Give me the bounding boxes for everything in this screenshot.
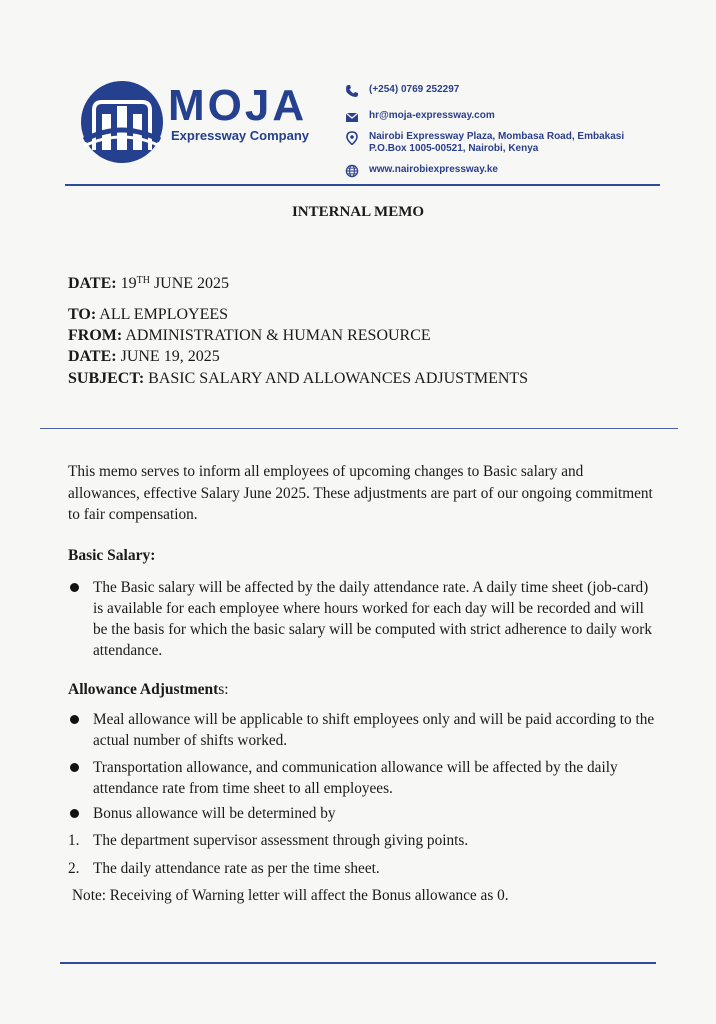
header-divider bbox=[65, 184, 660, 186]
subject-label: SUBJECT: bbox=[68, 370, 145, 387]
bullet-dot bbox=[70, 583, 79, 592]
date2-label: DATE: bbox=[68, 348, 117, 365]
address-line-1: Nairobi Expressway Plaza, Mombasa Road, Embakasi bbox=[369, 131, 625, 142]
intro-paragraph: This memo serves to inform all employees of upcoming changes to Basic salary and allowances, effective Salary June 2025. These adjustments are part of our ongoing commitment to fair compensation. bbox=[68, 463, 653, 523]
memo-to-line bbox=[68, 305, 228, 325]
allowance-bullet-bonus bbox=[68, 803, 658, 824]
allowance-bullet-transport bbox=[68, 757, 658, 799]
date-day-suffix: TH bbox=[136, 275, 150, 286]
allowance-heading-rest: s: bbox=[218, 681, 229, 698]
memo-date2-line bbox=[68, 347, 220, 367]
phone-icon bbox=[345, 84, 359, 98]
memo-date-line bbox=[68, 274, 229, 294]
to-value: ALL EMPLOYEES bbox=[99, 306, 229, 323]
basic-salary-bullet bbox=[68, 577, 658, 661]
moja-logo-icon bbox=[80, 80, 164, 164]
brand-subtitle: Expressway Company bbox=[171, 128, 310, 143]
website-row bbox=[345, 164, 498, 178]
allowance-bullet-text: Bonus allowance will be determined by bbox=[93, 805, 336, 822]
memo-title: INTERNAL MEMO bbox=[291, 204, 425, 220]
email-icon bbox=[345, 110, 359, 124]
brand-name: MOJA bbox=[168, 81, 308, 130]
numbered-item-1 bbox=[68, 830, 658, 851]
address-line-2: P.O.Box 1005-00521, Nairobi, Kenya bbox=[369, 143, 539, 154]
allowance-bullet-text: Meal allowance will be applicable to shift employees only and will be paid according to the actual number of shifts worked. bbox=[93, 711, 655, 749]
numbered-item-text: The department supervisor assessment through giving points. bbox=[93, 832, 469, 849]
date-rest: JUNE 2025 bbox=[153, 275, 230, 292]
numbered-item-number: 2. bbox=[68, 860, 80, 877]
email-row bbox=[345, 110, 495, 124]
memo-subject-line bbox=[68, 369, 528, 389]
memo-divider bbox=[40, 428, 678, 429]
allowance-bullet-meal bbox=[68, 709, 658, 751]
bullet-dot bbox=[70, 763, 79, 772]
location-pin-icon bbox=[345, 131, 359, 145]
bullet-dot bbox=[70, 809, 79, 818]
numbered-item-number: 1. bbox=[68, 832, 80, 849]
date2-value: JUNE 19, 2025 bbox=[120, 348, 220, 365]
allowance-bullet-text: Transportation allowance, and communication allowance will be affected by the daily attendance rate from time sheet to all employees. bbox=[93, 759, 618, 797]
email-text: hr@moja-expressway.com bbox=[369, 110, 495, 121]
subject-value: BASIC SALARY AND ALLOWANCES ADJUSTMENTS bbox=[148, 370, 529, 387]
date-day: 19 bbox=[120, 275, 137, 292]
memo-from-line bbox=[68, 326, 431, 346]
globe-icon bbox=[345, 164, 359, 178]
allowance-heading-bold: Allowance Adjustment bbox=[68, 681, 219, 698]
address-row bbox=[345, 131, 624, 155]
footer-divider bbox=[60, 962, 656, 964]
numbered-item-2 bbox=[68, 858, 658, 879]
from-value: ADMINISTRATION & HUMAN RESOURCE bbox=[125, 327, 431, 344]
from-label: FROM: bbox=[68, 327, 123, 344]
phone-row bbox=[345, 84, 459, 98]
date-label: DATE: bbox=[68, 275, 117, 292]
to-label: TO: bbox=[68, 306, 97, 323]
bullet-dot bbox=[70, 715, 79, 724]
numbered-item-text: The daily attendance rate as per the time sheet. bbox=[93, 860, 380, 877]
basic-salary-heading: Basic Salary: bbox=[68, 547, 156, 564]
note-text: Note: Receiving of Warning letter will affect the Bonus allowance as 0. bbox=[72, 887, 509, 904]
basic-salary-text: The Basic salary will be affected by the daily attendance rate. A daily time sheet (job-card) is available for each employee where hours worked for each day will be recorded and will be the basis for which the basic salary will be computed with strict adherence to daily work attendance. bbox=[93, 579, 653, 659]
website-text: www.nairobiexpressway.ke bbox=[369, 164, 498, 175]
phone-text: (+254) 0769 252297 bbox=[369, 84, 460, 95]
allowance-heading bbox=[68, 681, 229, 699]
